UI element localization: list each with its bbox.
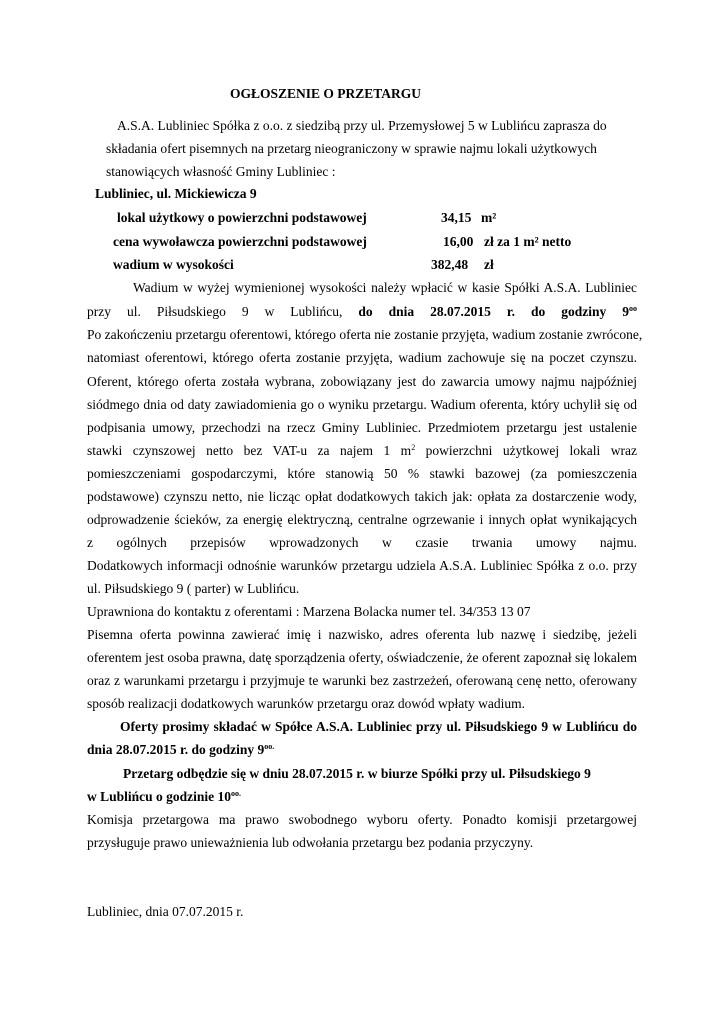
- body-line-19: sposób realizacji dodatkowych warunków przetargu oraz dowód wpłaty wadium.: [87, 696, 525, 711]
- location: Lubliniec, ul. Mickiewicza 9: [95, 186, 257, 201]
- footer-date: Lubliniec, dnia 07.07.2015 r.: [87, 904, 244, 919]
- offers-line-2: dnia 28.07.2015 r. do godziny $9^{oo.}$: [87, 742, 275, 757]
- body-line-6: siódmego dnia od daty zawiadomienia go o wyniku przetargu. Wadium oferenta, który uchylił się od: [87, 397, 637, 412]
- tender-line-1: Przetarg odbędzie się w dniu 28.07.2015 r. w biurze Spółki przy ul. Piłsudskiego 9: [123, 766, 591, 781]
- row-3-unit: zł: [484, 257, 494, 272]
- row-1-label: lokal użytkowy o powierzchni podstawowej: [117, 210, 367, 225]
- commission-line-2: przysługuje prawo unieważnienia lub odwołania przetargu bez podania przyczyny.: [87, 835, 534, 850]
- body-line-17: oferentem jest osoba prawna, datę sporządzenia oferty, oświadczenie, że oferent zapoznał się lokalem: [87, 650, 637, 665]
- body-line-2: przy ul. Piłsudskiego 9 w Lublińcu, do dnia 28.07.2015 r. do godziny $9^{oo}$: [87, 304, 638, 319]
- tender-line-2: w Lublińcu o godzinie $10^{oo.}$: [87, 789, 242, 804]
- body-line-10: podstawowe) czynszu netto, nie licząc opłat dodatkowych takich jak: opłata za dostarczenie wody,: [87, 489, 637, 504]
- contact-line: Uprawniona do kontaktu z oferentami : Marzena Bolacka numer tel. 34/353 13 07: [87, 604, 531, 619]
- intro-line-1: A.S.A. Lubliniec Spółka z o.o. z siedzibą przy ul. Przemysłowej 5 w Lublińcu zaprasza do: [117, 118, 607, 133]
- body-line-12: z ogólnych przepisów wprowadzonych w czasie trwania umowy najmu.: [87, 535, 637, 550]
- body-line-4: natomiast oferentowi, którego oferta zostanie przyjęta, wadium zachowuje się na poczet czynszu.: [87, 350, 637, 365]
- intro-line-2: składania ofert pisemnych na przetarg nieograniczony w sprawie najmu lokali użytkowych: [106, 141, 597, 156]
- body-line-16: Pisemna oferta powinna zawierać imię i nazwisko, adres oferenta lub nazwę i siedzibę, jeżeli: [87, 627, 637, 642]
- row-1-unit: m²: [481, 210, 497, 225]
- intro-line-3: stanowiących własność Gminy Lubliniec :: [106, 164, 336, 179]
- body-line-9: pomieszczeniami gospodarczymi, które stanowią 50 % stawki bazowej (za pomieszczenia: [87, 466, 637, 481]
- commission-line-1: Komisja przetargowa ma prawo swobodnego wyboru oferty. Ponadto komisji przetargowej: [87, 812, 637, 827]
- row-2-value: 16,00: [443, 234, 474, 249]
- body-line-7: podpisania umowy, przechodzi na rzecz Gminy Lubliniec. Przedmiotem przetargu jest ustalenie: [87, 420, 637, 435]
- body-line-1: Wadium w wyżej wymienionej wysokości należy wpłacić w kasie Spółki A.S.A. Lubliniec: [133, 280, 637, 295]
- body-line-14: ul. Piłsudskiego 9 ( parter) w Lublińcu.: [87, 581, 300, 596]
- body-line-11: odprowadzenie ścieków, za energię elektryczną, centralne ogrzewanie i innych opłat wynikających: [87, 512, 637, 527]
- body-line-18: oraz z warunkami przetargu i przyjmuje te warunki bez zastrzeżeń, oferowaną cenę netto, oferowany: [87, 673, 637, 688]
- row-3-label: wadium w wysokości: [113, 257, 234, 272]
- offers-line-1: Oferty prosimy składać w Spółce A.S.A. Lubliniec przy ul. Piłsudskiego 9 w Lublińcu do: [120, 719, 637, 734]
- page-title: OGŁOSZENIE O PRZETARGU: [230, 86, 422, 101]
- body-line-8: stawki czynszowej netto bez VAT-u za najem 1 $m^2$ powierzchni użytkowej lokali wraz: [87, 443, 637, 458]
- body-line-13: Dodatkowych informacji odnośnie warunków przetargu udziela A.S.A. Lubliniec Spółka z o.o. przy: [87, 558, 637, 573]
- row-3-value: 382,48: [431, 257, 469, 272]
- row-1-value: 34,15: [441, 210, 472, 225]
- row-2-label: cena wywoławcza powierzchni podstawowej: [113, 234, 367, 249]
- body-line-5: Oferent, którego oferta została wybrana, zobowiązany jest do zawarcia umowy najmu najpóźniej: [87, 374, 637, 389]
- body-line-3: Po zakończeniu przetargu oferentowi, którego oferta nie zostanie przyjęta, wadium zostanie zwrócone,: [87, 327, 643, 342]
- row-2-unit: zł za 1 m² netto: [484, 234, 572, 249]
